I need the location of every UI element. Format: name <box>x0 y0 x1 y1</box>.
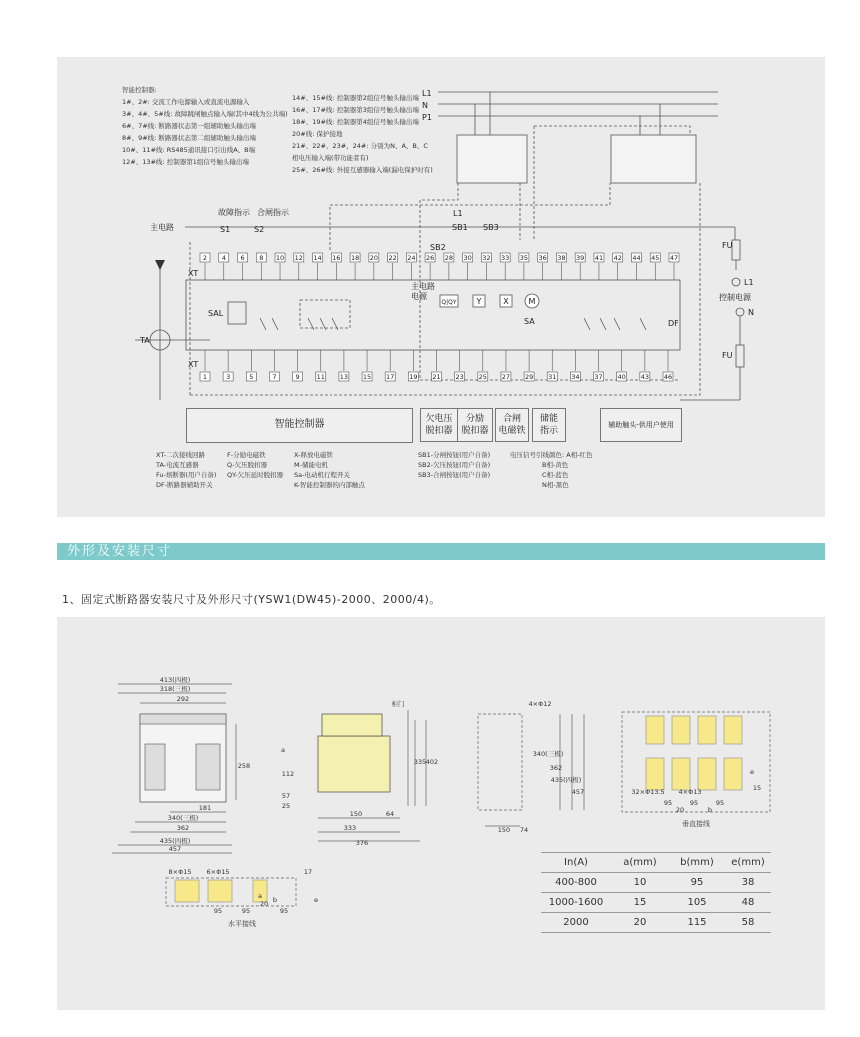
box-line: 欠电压 <box>425 414 453 424</box>
bottom-terminal-label: 3 <box>226 373 231 381</box>
legend-line: 18#、19#线: 控制器第4组信号触头输出端 <box>292 118 419 126</box>
bottom-terminal-label: 13 <box>339 373 349 381</box>
bottom-terminal-label: 1 <box>202 373 208 381</box>
sb3-label: SB3 <box>483 223 499 232</box>
side-view-body <box>318 736 390 792</box>
s1-label: S1 <box>220 225 231 234</box>
legend-line: 12#、13#线: 控制器第1组信号触头输出端 <box>122 158 249 166</box>
dim-label: a <box>281 746 285 754</box>
sa-label: SA <box>524 317 535 326</box>
legend-line: 3#、4#、5#线: 故障跳闸触点输入端(其中4线为公共端) <box>122 110 288 118</box>
line-n-label: N <box>422 101 428 110</box>
top-terminal-label: 38 <box>557 254 566 262</box>
dim-label: 435(四极) <box>159 837 191 845</box>
box-line: 电磁铁 <box>498 426 526 436</box>
dim-label: 95 <box>241 907 251 915</box>
dim-label: 362 <box>549 764 563 772</box>
bottom-terminal-label: 11 <box>316 373 325 381</box>
table-row <box>541 913 771 933</box>
table-row <box>541 873 771 893</box>
dim-label: 413(四极) <box>159 676 191 684</box>
dim-label: 333 <box>343 824 357 832</box>
bottom-terminal-label: 37 <box>594 373 603 381</box>
note-line: X-释放电磁铁 <box>294 451 333 459</box>
control-power-label: 控制电源 <box>719 293 751 302</box>
dim-label: 340(三极) <box>167 814 199 822</box>
note-line: SB3-合闸按钮(用户自备) <box>418 471 491 479</box>
df-label: DF <box>668 319 679 328</box>
dim-label: b <box>707 806 713 814</box>
bottom-terminal-label: 40 <box>617 373 626 381</box>
dim-label: 95 <box>689 799 699 807</box>
table-header: e(mm) <box>725 853 771 873</box>
table-header-row <box>541 853 771 873</box>
table-cell: 15 <box>611 893 669 913</box>
dim-label: 318(三极) <box>159 685 191 693</box>
top-terminal-label: 30 <box>463 254 472 262</box>
legend-line: 25#、26#线: 外接互感器输入端(漏电保护时有) <box>292 166 433 174</box>
box-line: 储能 <box>539 414 558 424</box>
top-terminal-label: 20 <box>369 254 378 262</box>
legend-line: 相电压输入端(带功能者有) <box>292 154 369 162</box>
main-power-label-1: 主电路 <box>411 282 435 291</box>
bottom-terminal-label: 9 <box>295 373 300 381</box>
dim-label: 150 <box>349 810 363 818</box>
note-line: B相-黄色 <box>542 461 569 469</box>
horizontal-wiring-caption: 水平接线 <box>228 920 256 928</box>
n-right-label: N <box>748 308 754 317</box>
table-cell: 58 <box>725 913 771 933</box>
note-line: XT-二次接线回路 <box>156 451 206 459</box>
dim-label: a <box>258 892 262 900</box>
table-cell: 115 <box>669 913 725 933</box>
dim-label: 335 <box>413 758 427 766</box>
table-cell: 48 <box>725 893 771 913</box>
line-l1-label: L1 <box>422 89 432 98</box>
dim-label: 376 <box>355 839 369 847</box>
dim-label: 74 <box>519 826 529 834</box>
legend-line: 1#、2#: 交流工作电源输入或直流电源输入 <box>122 98 250 106</box>
dim-label: 340(三极) <box>532 750 564 758</box>
table-cell: 2000 <box>541 913 611 933</box>
dim-label: e <box>750 768 754 776</box>
section-subtitle: 1、固定式断路器安装尺寸及外形尺寸(YSW1(DW45)-2000、2000/4)。 <box>62 593 441 606</box>
main-power-label-2: 电源 <box>411 292 427 301</box>
dim-label: e <box>314 896 318 904</box>
spec-table <box>541 852 771 933</box>
top-terminal-label: 42 <box>613 254 622 262</box>
bottom-terminal-label: 31 <box>548 373 557 381</box>
legend-line: 8#、9#线: 断路器状态第二组辅助触头输出端 <box>122 134 256 142</box>
note-line: SB1-分闸按钮(用户自备) <box>418 451 491 459</box>
l1-right-label: L1 <box>744 278 754 287</box>
bottom-terminal-label: 17 <box>386 373 395 381</box>
device-x-label: X <box>503 297 509 306</box>
dim-label: 25 <box>281 802 291 810</box>
dim-label: 402 <box>425 758 439 766</box>
top-terminal-label: 33 <box>501 254 510 262</box>
fu-bottom-label: FU <box>722 351 733 360</box>
box-line: 脱扣器 <box>461 426 489 436</box>
dim-label: 362 <box>176 824 190 832</box>
top-terminal-label: 6 <box>240 254 245 262</box>
box-line: 指示 <box>539 426 558 436</box>
top-terminal-label: 47 <box>669 254 679 262</box>
note-line: SB2-欠压按钮(用户自备) <box>418 461 491 469</box>
note-line: DF-断路器辅助开关 <box>156 481 213 489</box>
table-header: a(mm) <box>611 853 669 873</box>
bottom-terminal-label: 7 <box>272 373 277 381</box>
bottom-terminal-label: 46 <box>663 373 673 381</box>
dim-label: 4×Φ13 <box>678 788 702 796</box>
top-terminal-label: 4 <box>221 254 226 262</box>
xt-bottom-label: XT <box>188 360 199 369</box>
legend-line: 智能控制器: <box>122 86 157 94</box>
dim-label: 64 <box>385 810 395 818</box>
s2-label: S2 <box>254 225 265 234</box>
table-row <box>541 893 771 913</box>
top-terminal-label: 35 <box>519 254 529 262</box>
note-line: QY-欠压延时脱扣器 <box>227 471 284 479</box>
top-terminal-label: 22 <box>388 254 397 262</box>
bottom-terminal-label: 21 <box>432 373 441 381</box>
top-terminal-label: 32 <box>482 254 491 262</box>
top-terminal-label: 10 <box>275 254 285 262</box>
note-line: Fu-熔断器(用户自备) <box>156 471 217 479</box>
table-header: In(A) <box>541 853 611 873</box>
top-terminal-label: 24 <box>407 254 416 262</box>
note-line: K-智能控制器的内部触点 <box>294 481 365 489</box>
dim-label: 95 <box>279 907 289 915</box>
legend-line: 21#、22#、23#、24#: 分别为N、A、B、C <box>292 142 428 150</box>
note-line: M-储能电机 <box>294 461 328 469</box>
legend-line: 10#、11#线: RS485通讯接口引出线A、B端 <box>122 146 256 154</box>
note-line: Q-欠压脱扣器 <box>227 461 268 469</box>
bottom-terminal-label: 5 <box>249 373 254 381</box>
table-cell: 105 <box>669 893 725 913</box>
note-line: Sa-电动机行程开关 <box>294 471 350 479</box>
legend-line: 16#、17#线: 控制器第3组信号触头输出端 <box>292 106 419 114</box>
bottom-terminal-label: 15 <box>362 373 372 381</box>
sal-label: SAL <box>208 309 224 318</box>
main-circuit-label: 主电路 <box>150 223 174 232</box>
dim-label: 435(四极) <box>550 776 582 784</box>
note-line: TA-电流互感器 <box>156 461 199 469</box>
top-terminal-label: 41 <box>594 254 604 262</box>
bottom-terminal-label: 29 <box>524 373 534 381</box>
top-terminal-label: 8 <box>259 254 264 262</box>
device-m-label: M <box>528 297 536 306</box>
table-cell: 38 <box>725 873 771 893</box>
device-y-label: Y <box>476 297 482 306</box>
top-terminal-label: 26 <box>425 254 435 262</box>
box-line: 分励 <box>465 414 484 424</box>
legend-line: 6#、7#线: 断路器状态第一组辅助触头输出端 <box>122 122 256 130</box>
fault-indicator-label: 故障指示 <box>218 208 250 217</box>
note-line: 电压信号引线颜色: A相-红色 <box>510 451 593 459</box>
table-cell: 95 <box>669 873 725 893</box>
top-terminal-label: 16 <box>332 254 341 262</box>
device-q-label: Q|QY <box>441 299 457 306</box>
dim-label: 258 <box>237 762 251 770</box>
bottom-terminal-label: 43 <box>640 373 649 381</box>
table-cell: 10 <box>611 873 669 893</box>
section-title: 外形及安装尺寸 <box>67 544 173 559</box>
note-line: N相-黑色 <box>542 481 569 489</box>
dim-label: 柜门 <box>391 700 405 708</box>
dim-label: 4×Φ12 <box>528 700 552 708</box>
legend-line: 20#线: 保护接地 <box>292 130 343 138</box>
dim-label: 95 <box>663 799 673 807</box>
dim-label: 181 <box>198 804 212 812</box>
dim-label: 8×Φ15 <box>168 868 192 876</box>
dim-label: 17 <box>303 868 313 876</box>
l1-mid-label: L1 <box>453 209 463 218</box>
table-cell: 1000-1600 <box>541 893 611 913</box>
dim-label: 57 <box>281 792 291 800</box>
dim-label: 112 <box>281 770 295 778</box>
dim-label: 6×Φ15 <box>206 868 230 876</box>
sb1-label: SB1 <box>452 223 468 232</box>
top-terminal-label: 14 <box>313 254 322 262</box>
top-terminal-label: 2 <box>202 254 208 262</box>
top-terminal-label: 12 <box>294 254 303 262</box>
dim-label: 95 <box>715 799 725 807</box>
top-terminal-label: 39 <box>576 254 585 262</box>
dim-label: 292 <box>176 695 190 703</box>
ta-label: TA <box>140 336 150 345</box>
table-cell: 20 <box>611 913 669 933</box>
dim-label: 20 <box>675 806 685 814</box>
fu-top-label: FU <box>722 241 733 250</box>
dim-label: 150 <box>497 826 511 834</box>
close-indicator-label: 合闸指示 <box>257 208 289 217</box>
xt-top-label: XT <box>188 269 199 278</box>
table-cell: 400-800 <box>541 873 611 893</box>
sb2-label: SB2 <box>430 243 446 252</box>
table-header: b(mm) <box>669 853 725 873</box>
bottom-terminal-label: 34 <box>571 373 580 381</box>
dim-label: 457 <box>571 788 585 796</box>
bottom-terminal-label: 27 <box>501 373 511 381</box>
line-p1-label: P1 <box>422 113 432 122</box>
top-terminal-label: 45 <box>651 254 660 262</box>
box-line: 脱扣器 <box>425 426 453 436</box>
note-line: C相-蓝色 <box>542 471 569 479</box>
bottom-terminal-label: 19 <box>409 373 418 381</box>
dim-label: b <box>272 896 278 904</box>
vertical-wiring-caption: 垂直接线 <box>682 820 710 828</box>
dim-label: 457 <box>168 845 182 853</box>
note-line: F-分励电磁铁 <box>227 451 266 459</box>
aux-contact-label: 辅助触头-供用户使用 <box>608 421 674 429</box>
dim-label: 95 <box>213 907 223 915</box>
bottom-terminal-label: 23 <box>455 373 464 381</box>
top-terminal-label: 36 <box>538 254 547 262</box>
top-terminal-label: 18 <box>350 254 360 262</box>
top-terminal-label: 28 <box>444 254 454 262</box>
legend-line: 14#、15#线: 控制器第2组信号触头输出端 <box>292 94 419 102</box>
top-terminal-label: 44 <box>632 254 641 262</box>
dim-label: 15 <box>752 784 762 792</box>
dim-label: 20 <box>259 900 269 908</box>
box-line: 合闸 <box>502 414 521 424</box>
bottom-terminal-label: 25 <box>478 373 487 381</box>
controller-label: 智能控制器 <box>274 419 325 430</box>
dim-label: 32×Φ13.5 <box>631 788 665 796</box>
